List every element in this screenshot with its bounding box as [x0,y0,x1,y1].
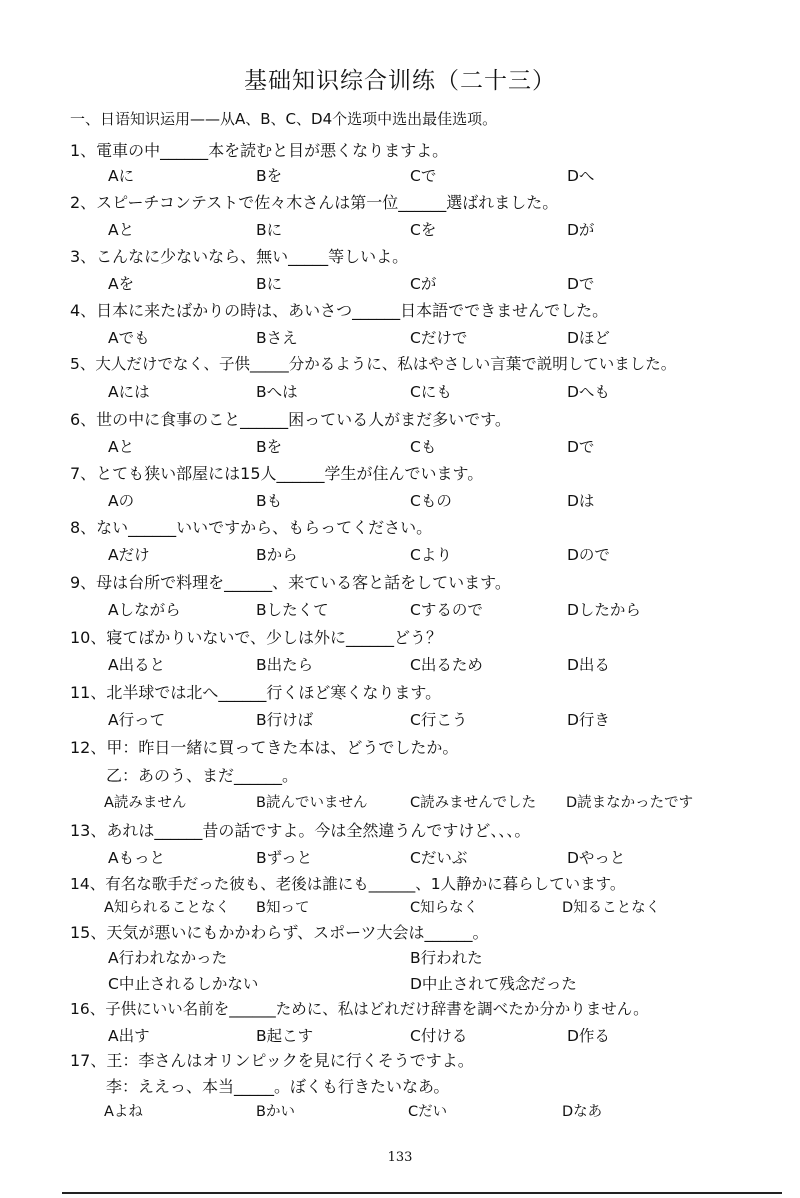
option-a: A知られることなく [104,900,230,916]
option-c: Cもの [410,492,452,510]
option-d: Dやっと [567,849,626,867]
option-a: Aもっと [108,849,166,867]
option-d: Dので [567,546,610,564]
option-a: Aを [108,275,135,293]
option-d: Dは [567,492,595,510]
question-6: 6、世の中に食事のこと______困っている人がまだ多いです。 [70,410,511,429]
question-15-options-row1 [0,946,800,968]
option-d: Dで [567,275,595,293]
question-4: 4、日本に来たばかりの時は、あいさつ______日本語でできませんでした。 [70,301,609,320]
question-1: 1、電車の中______本を読むと目が悪くなりますよ。 [70,141,449,160]
question-11-options [0,708,800,730]
option-b: Bずっと [256,849,313,867]
option-b: Bへは [256,383,298,401]
option-c: Cだい [408,1104,448,1120]
question-3: 3、こんなに少ないなら、無い_____等しいよ。 [70,247,409,266]
option-b: B行われた [410,949,483,967]
option-d: Dしたから [567,601,641,619]
question-14: 14、有名な歌手だった彼も、老後は誰にも______、1人静かに暮らしています。 [70,875,626,893]
question-17: 17、王：李さんはオリンピックを見に行くそうですよ。 [70,1051,474,1070]
option-a: Aと [108,438,135,456]
question-17-options [0,1100,800,1122]
question-9-options [0,598,800,620]
option-d: D中止されて残念だった [410,975,577,993]
question-14-options [0,896,800,918]
option-c: C付ける [410,1027,468,1045]
question-10: 10、寝てばかりいないで、少しは外に______どう？ [70,628,443,647]
question-4-options [0,326,800,348]
question-17-reply: 李：ええっ、本当_____。ぼくも行きたいなあ。 [106,1077,450,1096]
option-b: B起こす [256,1027,314,1045]
question-11: 11、北半球では北へ______行くほど寒くなります。 [70,683,442,702]
question-13: 13、あれは______昔の話ですよ。今は全然違うんですけど、、、。 [70,821,531,840]
option-b: Bさえ [256,329,298,347]
question-2: 2、スピーチコンテストで佐々木さんは第一位______選ばれました。 [70,193,559,212]
option-c: C行こう [410,711,468,729]
option-a: Aに [108,167,135,185]
option-d: D知ることなく [562,900,661,916]
option-b: B行けば [256,711,314,729]
option-c: Cだいぶ [410,849,468,867]
option-a: A出ると [108,656,166,674]
question-15: 15、天気が悪いにもかかわらず、スポーツ大会は______。 [70,923,489,942]
option-d: Dへ [567,167,595,185]
option-b: B出たら [256,656,314,674]
option-c: Cも [410,438,437,456]
option-a: A出す [108,1027,150,1045]
option-b: Bに [256,275,283,293]
option-c: Cで [410,167,437,185]
question-2-options [0,218,800,240]
option-a: A行われなかった [108,949,228,967]
option-c: Cより [410,546,452,564]
option-b: Bを [256,167,283,185]
option-d: Dが [567,221,595,239]
question-13-options [0,846,800,868]
question-6-options [0,435,800,457]
bottom-rule [62,1192,782,1194]
option-b: Bを [256,438,283,456]
option-b: Bから [256,546,298,564]
option-a: Aよね [104,1104,143,1120]
option-c: C読みませんでした [410,795,537,811]
question-7: 7、とても狭い部屋には15人______学生が住んでいます。 [70,464,484,483]
question-16: 16、子供にいい名前を______ために、私はどれだけ辞書を調べたか分かりません。 [70,1000,649,1018]
question-15-options-row2 [0,972,800,994]
option-c: Cだけで [410,329,468,347]
option-c: Cが [410,275,437,293]
question-8-options [0,543,800,565]
option-a: Aと [108,221,135,239]
question-8: 8、ない______いいですから、もらってください。 [70,518,433,537]
option-d: D読まなかったです [566,795,694,811]
option-c: C中止されるしかない [108,975,259,993]
option-b: Bしたくて [256,601,329,619]
option-b: B読んでいません [256,795,368,811]
option-a: Aには [108,383,150,401]
question-9: 9、母は台所で料理を______、来ている客と話をしています。 [70,573,511,592]
section-heading: 一、日语知识运用——从A、B、C、D4个选项中选出最佳选项。 [70,110,498,128]
option-a: Aでも [108,329,150,347]
option-b: Bかい [256,1104,295,1120]
option-c: Cを [410,221,437,239]
option-d: Dなあ [562,1104,603,1120]
question-12-options [0,791,800,813]
question-5-options [0,380,800,402]
option-c: C出るため [410,656,483,674]
page-number: 133 [387,1150,413,1165]
option-d: D出る [567,656,610,674]
question-12-reply: 乙：あのう、まだ______。 [106,766,299,785]
option-d: D行き [567,711,610,729]
question-7-options [0,489,800,511]
option-b: B知って [256,900,310,916]
option-d: D作る [567,1027,610,1045]
option-c: Cにも [410,383,452,401]
option-b: Bも [256,492,283,510]
option-d: Dで [567,438,595,456]
question-3-options [0,272,800,294]
option-d: Dへも [567,383,610,401]
question-1-options [0,164,800,186]
option-b: Bに [256,221,283,239]
question-16-options [0,1024,800,1046]
option-c: C知らなく [410,900,479,916]
question-5: 5、大人だけでなく、子供_____分かるように、私はやさしい言葉で説明していました。 [70,355,677,373]
option-a: Aしながら [108,601,181,619]
question-10-options [0,653,800,675]
option-a: A行って [108,711,166,729]
option-d: Dほど [567,329,610,347]
page-title: 基础知识综合训练（二十三） [244,68,556,94]
option-a: A読みません [104,795,187,811]
option-a: Aだけ [108,546,150,564]
option-c: Cするので [410,601,483,619]
question-12: 12、甲：昨日一緒に買ってきた本は、どうでしたか。 [70,738,459,757]
option-a: Aの [108,492,135,510]
